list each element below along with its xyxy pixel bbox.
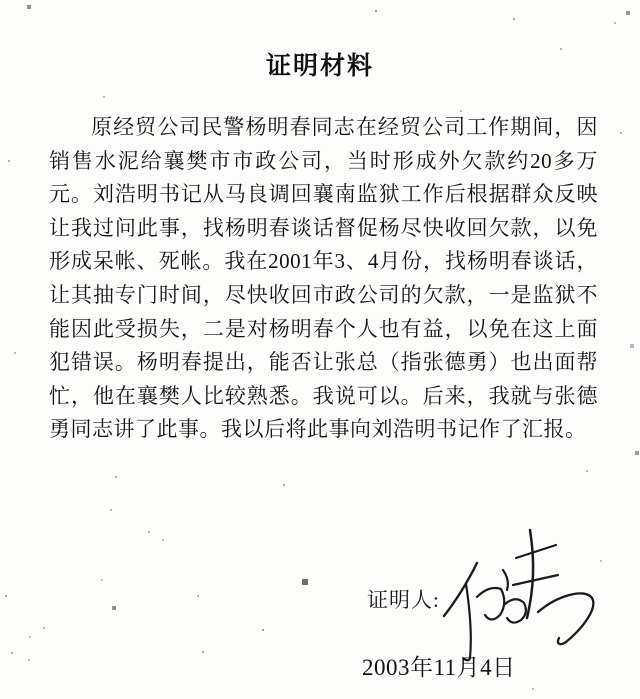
- text-line: 犯错误。杨明春提出，能否让张总（指张德勇）也出面帮: [49, 350, 598, 375]
- text-line: 形成呆帐、死帐。我在2001年3、4月份，找杨明春谈话，: [49, 249, 598, 274]
- text-line: 原经贸公司民警杨明春同志在经贸公司工作期间，因: [91, 115, 598, 139]
- text-line: 销售水泥给襄樊市市政公司，当时形成外欠款约20多万: [49, 148, 598, 173]
- document-date: 2003年11月4日: [362, 655, 516, 680]
- text-line: 能因此受损失，二是对杨明春个人也有益，以免在这上面: [49, 316, 598, 341]
- scan-noise-speckles: [0, 0, 2, 2]
- text-line: 让其抽专门时间，尽快收回市政公司的欠款，一是监狱不: [49, 282, 598, 307]
- text-line: 元。刘浩明书记从马良调回襄南监狱工作后根据群众反映: [49, 182, 598, 207]
- document-body: [49, 111, 598, 447]
- document-title: 证明材料: [265, 51, 374, 80]
- text-line: 让我过问此事，找杨明春谈话督促杨尽快收回欠款，以免: [49, 215, 598, 240]
- handwritten-signature-icon: [420, 492, 610, 667]
- signer-label: 证明人:: [367, 588, 440, 612]
- text-line: 勇同志讲了此事。我以后将此事向刘浩明书记作了汇报。: [49, 417, 587, 442]
- text-line: 忙，他在襄樊人比较熟悉。我说可以。后来，我就与张德: [49, 383, 598, 408]
